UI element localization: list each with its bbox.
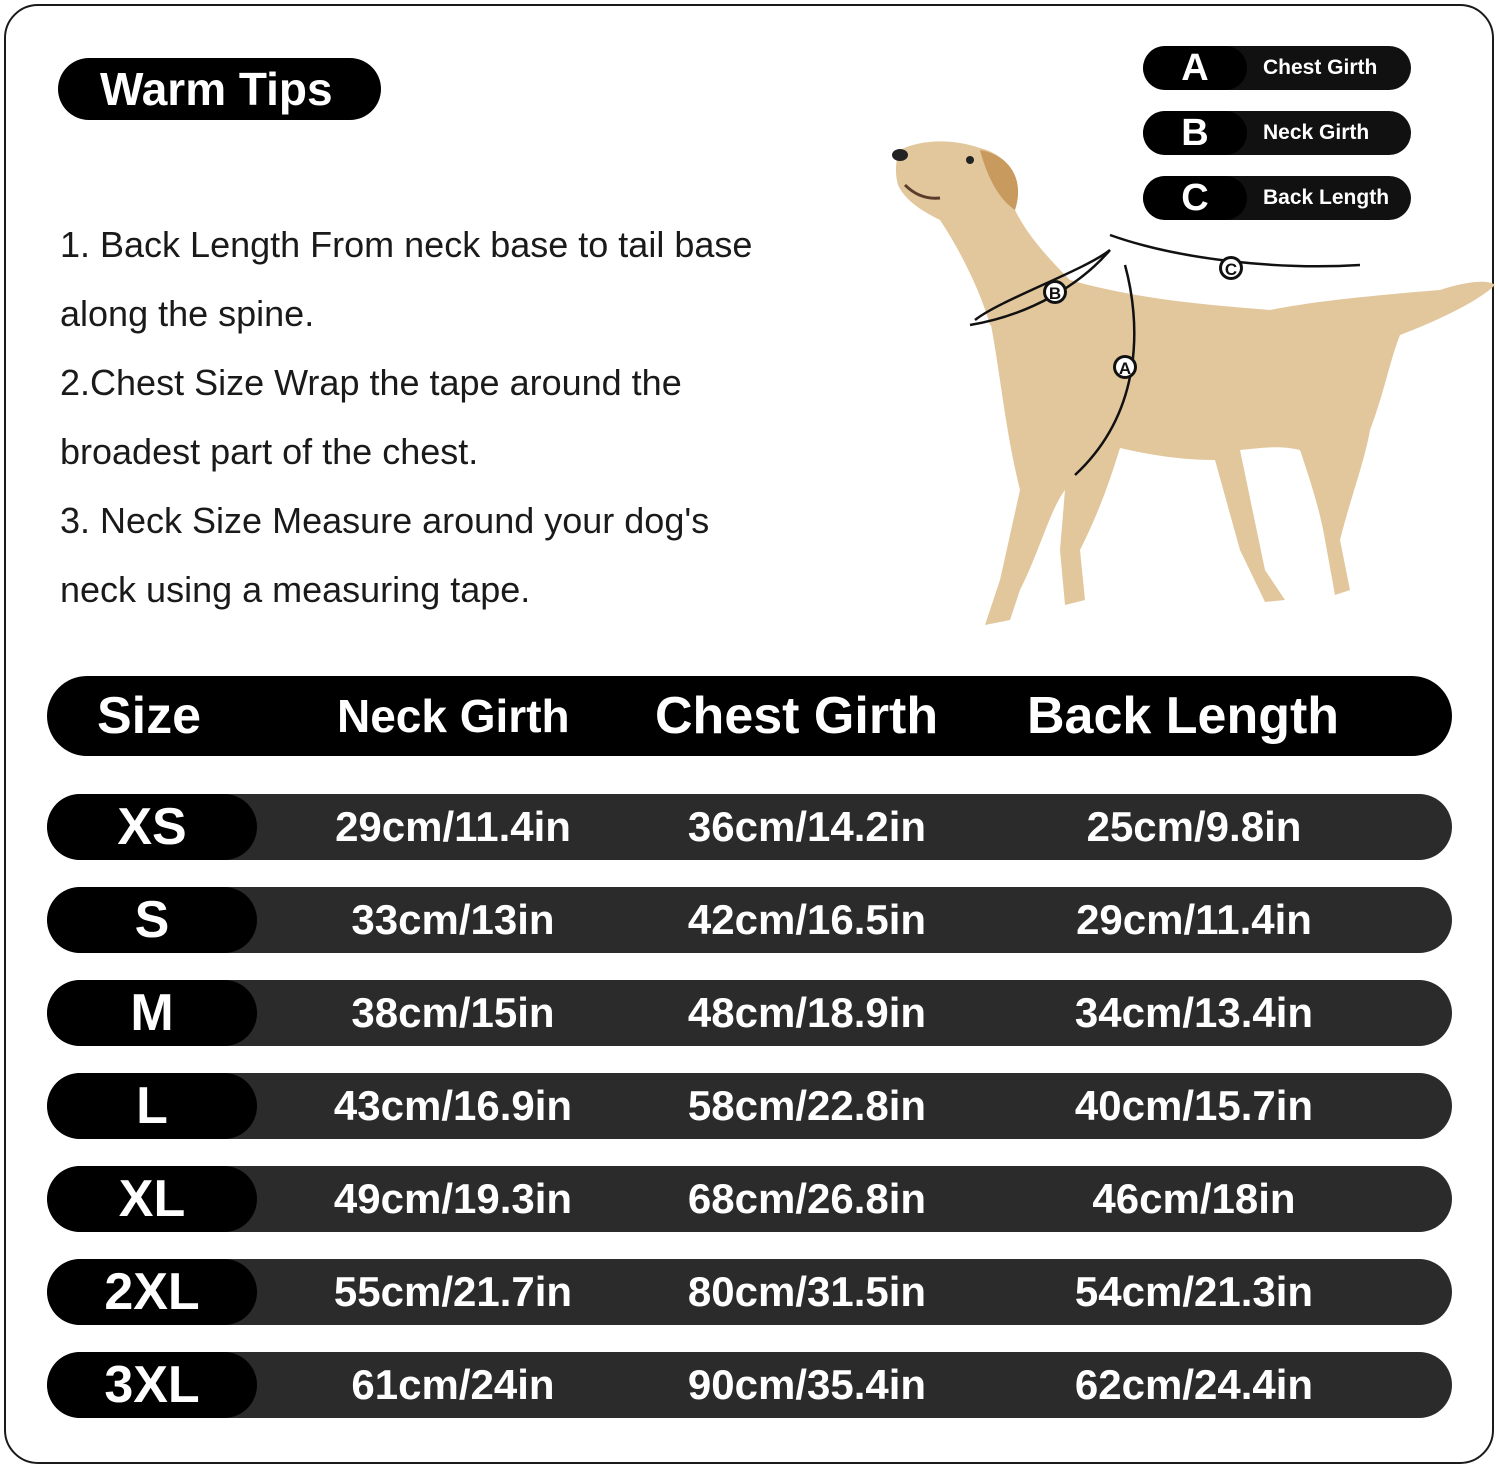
back-value: 40cm/15.7in: [1074, 1082, 1314, 1129]
table-row: [47, 1166, 1452, 1232]
neck-value: 38cm/15in: [351, 989, 555, 1036]
legend-letter: A: [1143, 46, 1247, 90]
table-row: [47, 887, 1452, 953]
table-row: [47, 1259, 1452, 1325]
warm-tips-text: [60, 210, 880, 624]
chest-value: 42cm/16.5in: [687, 896, 927, 943]
marker-b: [1043, 280, 1067, 304]
back-value: 62cm/24.4in: [1074, 1361, 1314, 1408]
size-label: S: [47, 887, 257, 953]
neck-value: 43cm/16.9in: [333, 1082, 573, 1129]
size-label: 3XL: [47, 1352, 257, 1418]
back-value: 54cm/21.3in: [1074, 1268, 1314, 1315]
neck-value: 33cm/13in: [351, 896, 555, 943]
table-row: [47, 1352, 1452, 1418]
chest-value: 36cm/14.2in: [687, 803, 927, 850]
legend-label: Back Length: [1263, 186, 1390, 209]
size-label: XL: [47, 1166, 257, 1232]
size-label: 2XL: [47, 1259, 257, 1325]
back-value: 29cm/11.4in: [1076, 896, 1312, 943]
marker-a: [1113, 355, 1137, 379]
legend-letter: B: [1143, 111, 1247, 155]
neck-value: 61cm/24in: [351, 1361, 555, 1408]
tip-line: 1. Back Length From neck base to tail base: [60, 224, 753, 265]
size-label: M: [47, 980, 257, 1046]
tip-line: broadest part of the chest.: [60, 431, 479, 472]
dog-illustration: [880, 130, 1495, 640]
dog-measurement-diagram: [880, 130, 1495, 640]
legend-label: Neck Girth: [1263, 121, 1370, 144]
neck-value: 55cm/21.7in: [333, 1268, 573, 1315]
marker-b-label: B: [1048, 284, 1062, 303]
legend-chest-girth: [1143, 46, 1411, 90]
warm-tips-title: Warm Tips: [58, 58, 381, 120]
header-chest-girth: Chest Girth: [655, 687, 939, 745]
header-neck-girth: Neck Girth: [337, 690, 570, 742]
neck-value: 49cm/19.3in: [333, 1175, 573, 1222]
size-label: XS: [47, 794, 257, 860]
back-value: 34cm/13.4in: [1074, 989, 1314, 1036]
tip-line: 3. Neck Size Measure around your dog's: [60, 500, 710, 541]
back-value: 25cm/9.8in: [1086, 803, 1302, 850]
chest-value: 90cm/35.4in: [687, 1361, 927, 1408]
tip-line: neck using a measuring tape.: [60, 569, 531, 610]
size-label: L: [47, 1073, 257, 1139]
back-value: 46cm/18in: [1092, 1175, 1296, 1222]
neck-value: 29cm/11.4in: [335, 803, 571, 850]
marker-a-label: A: [1118, 359, 1132, 378]
chest-value: 68cm/26.8in: [687, 1175, 927, 1222]
chest-value: 48cm/18.9in: [687, 989, 927, 1036]
header-size: Size: [97, 687, 202, 745]
legend-label: Chest Girth: [1263, 56, 1378, 79]
table-header: [47, 676, 1452, 756]
chest-value: 58cm/22.8in: [687, 1082, 927, 1129]
table-row: [47, 1073, 1452, 1139]
chest-value: 80cm/31.5in: [687, 1268, 927, 1315]
tip-line: along the spine.: [60, 293, 315, 334]
marker-c: [1219, 256, 1243, 280]
table-row: [47, 980, 1452, 1046]
legend-letter: C: [1143, 176, 1247, 220]
header-back-length: Back Length: [1027, 687, 1340, 745]
tip-line: 2.Chest Size Wrap the tape around the: [60, 362, 682, 403]
marker-c-label: C: [1224, 260, 1238, 279]
table-row: [47, 794, 1452, 860]
